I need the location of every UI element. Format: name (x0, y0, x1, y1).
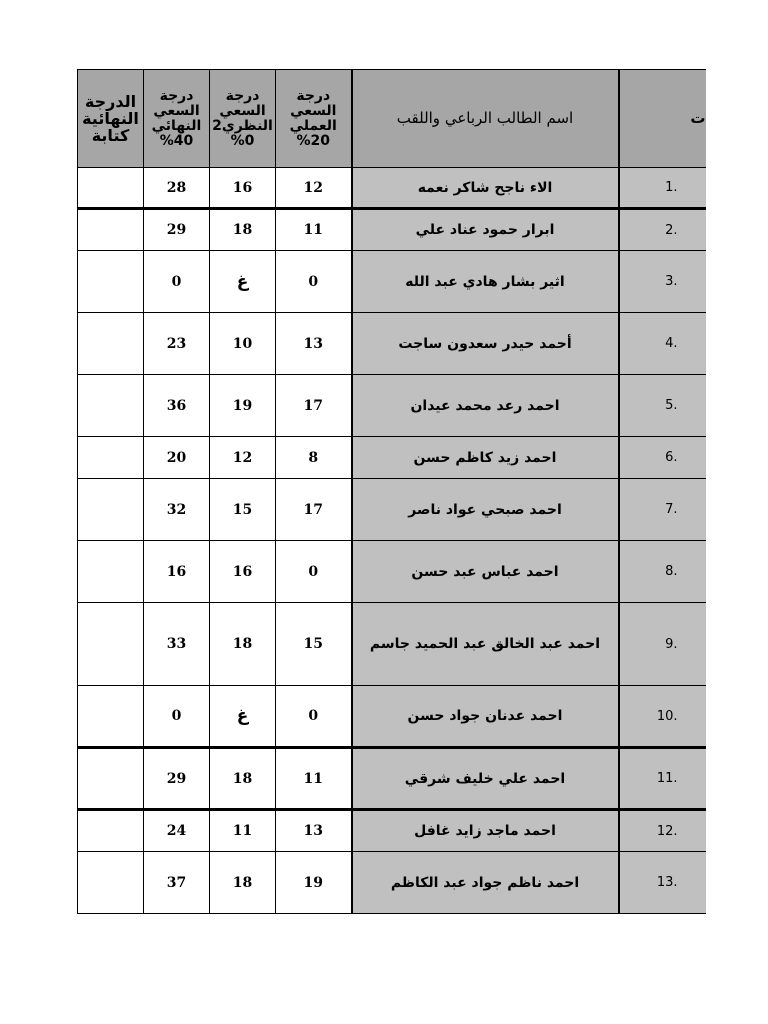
final-grade-text-cell (78, 437, 144, 479)
final-grade-text-cell (78, 479, 144, 541)
table-body (78, 168, 706, 914)
theory-grade-cell: 16 (210, 168, 276, 209)
final-grade-cell: 29 (144, 209, 210, 251)
theory-grade-cell: غ (210, 686, 276, 748)
final-grade-text-cell (78, 686, 144, 748)
theory-grade-cell: 18 (210, 852, 276, 914)
final-grade-text-cell (78, 541, 144, 603)
final-grade-text-cell (78, 852, 144, 914)
header-final: درجة السعي النهائي %40 (144, 70, 210, 168)
final-grade-cell: 32 (144, 479, 210, 541)
practical-grade-cell: 19 (276, 852, 352, 914)
row-number: 10. (656, 708, 678, 724)
table-row (78, 479, 706, 541)
row-number-cell (619, 209, 706, 251)
final-grade-cell: 33 (144, 603, 210, 686)
row-number: 2. (665, 222, 678, 238)
student-name-cell: احمد صبحي عواد ناصر (352, 479, 619, 541)
row-number-cell (619, 251, 706, 313)
final-grade-text-cell (78, 209, 144, 251)
row-number: 5. (665, 398, 678, 413)
final-grade-text-cell (78, 313, 144, 375)
table-row (78, 852, 706, 914)
final-grade-text-cell (78, 748, 144, 810)
practical-grade-cell: 13 (276, 810, 352, 852)
practical-grade-cell: 15 (276, 603, 352, 686)
theory-grade-cell: 15 (210, 479, 276, 541)
student-name-cell: احمد زيد كاظم حسن (352, 437, 619, 479)
practical-grade-cell: 0 (276, 541, 352, 603)
row-number: 7. (665, 502, 678, 517)
final-grade-text-cell (78, 603, 144, 686)
final-grade-cell: 28 (144, 168, 210, 209)
student-name-cell: ابرار حمود عناد علي (352, 209, 619, 251)
student-name-cell: أحمد حيدر سعدون ساجت (352, 313, 619, 375)
grades-table (77, 69, 706, 914)
practical-grade-cell: 17 (276, 479, 352, 541)
table-row (78, 168, 706, 209)
table-row (78, 748, 706, 810)
practical-grade-cell: 17 (276, 375, 352, 437)
final-grade-cell: 37 (144, 852, 210, 914)
practical-grade-cell: 12 (276, 168, 352, 209)
student-name-cell: احمد رعد محمد عيدان (352, 375, 619, 437)
theory-grade-cell: 18 (210, 748, 276, 810)
row-number-cell (619, 852, 706, 914)
student-name-cell: احمد ناظم جواد عبد الكاظم (352, 852, 619, 914)
row-number: 11. (656, 771, 678, 786)
practical-grade-cell: 13 (276, 313, 352, 375)
row-number-cell (619, 541, 706, 603)
practical-grade-cell: 8 (276, 437, 352, 479)
table-row (78, 541, 706, 603)
row-number: 3. (665, 274, 678, 289)
theory-grade-cell: 12 (210, 437, 276, 479)
practical-grade-cell: 0 (276, 251, 352, 313)
row-number-cell (619, 748, 706, 810)
practical-grade-cell: 11 (276, 209, 352, 251)
row-number-cell (619, 479, 706, 541)
theory-grade-cell: 18 (210, 209, 276, 251)
final-grade-cell: 29 (144, 748, 210, 810)
final-grade-text-cell (78, 251, 144, 313)
row-number-cell (619, 313, 706, 375)
table-row (78, 686, 706, 748)
row-number-cell (619, 603, 706, 686)
table-row (78, 810, 706, 852)
row-number: 4. (665, 336, 678, 351)
header-theory: درجة السعي النظري2 %0 (210, 70, 276, 168)
final-grade-cell: 0 (144, 686, 210, 748)
final-grade-text-cell (78, 375, 144, 437)
final-grade-cell: 36 (144, 375, 210, 437)
row-number-cell (619, 168, 706, 209)
final-grade-cell: 16 (144, 541, 210, 603)
table-row (78, 313, 706, 375)
row-number-cell (619, 810, 706, 852)
student-name-cell: احمد عبد الخالق عبد الحميد جاسم (352, 603, 619, 686)
row-number: 9. (665, 636, 678, 652)
table-row (78, 375, 706, 437)
final-grade-cell: 0 (144, 251, 210, 313)
theory-grade-cell: غ (210, 251, 276, 313)
table-row (78, 603, 706, 686)
theory-grade-cell: 10 (210, 313, 276, 375)
header-practical: درجة السعي العملي %20 (276, 70, 352, 168)
student-name-cell: احمد علي خليف شرقي (352, 748, 619, 810)
theory-grade-cell: 19 (210, 375, 276, 437)
final-grade-cell: 20 (144, 437, 210, 479)
student-name-cell: احمد عدنان جواد حسن (352, 686, 619, 748)
student-name-cell: احمد عباس عبد حسن (352, 541, 619, 603)
theory-grade-cell: 18 (210, 603, 276, 686)
theory-grade-cell: 16 (210, 541, 276, 603)
row-number: 13. (656, 875, 678, 890)
row-number-cell (619, 375, 706, 437)
row-number: 8. (665, 564, 678, 579)
header-number: ت (619, 70, 706, 168)
final-grade-cell: 23 (144, 313, 210, 375)
final-grade-text-cell (78, 168, 144, 209)
header-student-name: اسم الطالب الرباعي واللقب (352, 70, 619, 168)
practical-grade-cell: 11 (276, 748, 352, 810)
header-final-text: الدرجة النهائية كتابة (78, 70, 144, 168)
table-row (78, 437, 706, 479)
final-grade-text-cell (78, 810, 144, 852)
row-number-cell (619, 437, 706, 479)
grades-sheet (77, 69, 705, 914)
row-number: 6. (665, 450, 678, 465)
header-row (78, 70, 706, 168)
student-name-cell: الاء ناجح شاكر نعمه (352, 168, 619, 209)
theory-grade-cell: 11 (210, 810, 276, 852)
practical-grade-cell: 0 (276, 686, 352, 748)
row-number: 1. (665, 180, 678, 195)
student-name-cell: احمد ماجد زايد غافل (352, 810, 619, 852)
row-number-cell (619, 686, 706, 748)
table-row (78, 209, 706, 251)
row-number: 12. (656, 823, 678, 839)
table-row (78, 251, 706, 313)
final-grade-cell: 24 (144, 810, 210, 852)
student-name-cell: اثير بشار هادي عبد الله (352, 251, 619, 313)
